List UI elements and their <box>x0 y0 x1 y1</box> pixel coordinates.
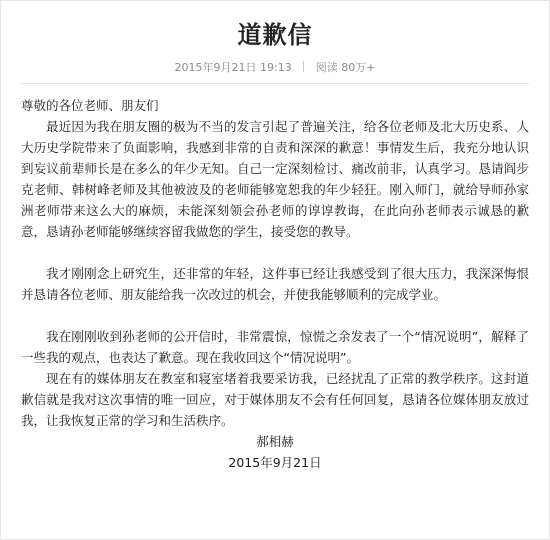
paragraph-gap <box>21 242 529 263</box>
salutation: 尊敬的各位老师、朋友们 <box>21 98 159 113</box>
paragraph-3: 我在刚刚收到孙老师的公开信时，非常震惊，惊慌之余发表了一个“情况说明”，解释了一些我的观点，也表达了歉意。现在我收回这个“情况说明”。 <box>21 329 529 365</box>
paragraph-4: 现在有的媒体朋友在教室和寝室堵着我要采访我，已经扰乱了正常的教学秩序。这封道歉信就是我对这次事情的唯一回应，对于媒体朋友不会有任何回复，恳请各位媒体朋友放过我，让我恢复正常的学习和生活秩序。 <box>21 371 529 428</box>
paragraph-gap <box>21 305 529 326</box>
paragraph-1: 最近因为我在朋友圈的极为不当的发言引起了普遍关注，给各位老师及北大历史系、人大历史学院带来了负面影响，我感到非常的自责和深深的歉意！事情发生后，我充分地认识到妄议前辈师长是在多么的年少无知。自己一定深刻检讨、痛改前非，认真学习。恳请阎步克老师、韩树峰老师及其他被波及的老师能够宽恕我的年少轻狂。刚入师门，就给导师孙家洲老师带来这么大的麻烦，未能深刻领会孙老师的谆谆教诲，在此向孙老师表示诚恳的歉意，恳请孙老师能够继续容留我做您的学生，接受您的教导。 <box>21 119 529 239</box>
meta-divider <box>303 61 304 72</box>
paragraph-2: 我才刚刚念上研究生，还非常的年轻，这件事已经让我感受到了很大压力，我深深悔恨并恳请各位老师、朋友能给我一次改过的机会，并使我能够顺利的完成学业。 <box>21 266 529 302</box>
article-meta <box>1 59 549 75</box>
article-body <box>21 95 529 473</box>
publish-date: 2015年9月21日 19:13 <box>174 61 292 74</box>
signature-date: 2015年9月21日 <box>228 455 322 470</box>
signature-name: 郝相赫 <box>256 434 294 449</box>
article-title: 道歉信 <box>237 21 313 49</box>
header-divider <box>21 83 529 84</box>
view-count: 阅读 80万+ <box>315 61 376 74</box>
